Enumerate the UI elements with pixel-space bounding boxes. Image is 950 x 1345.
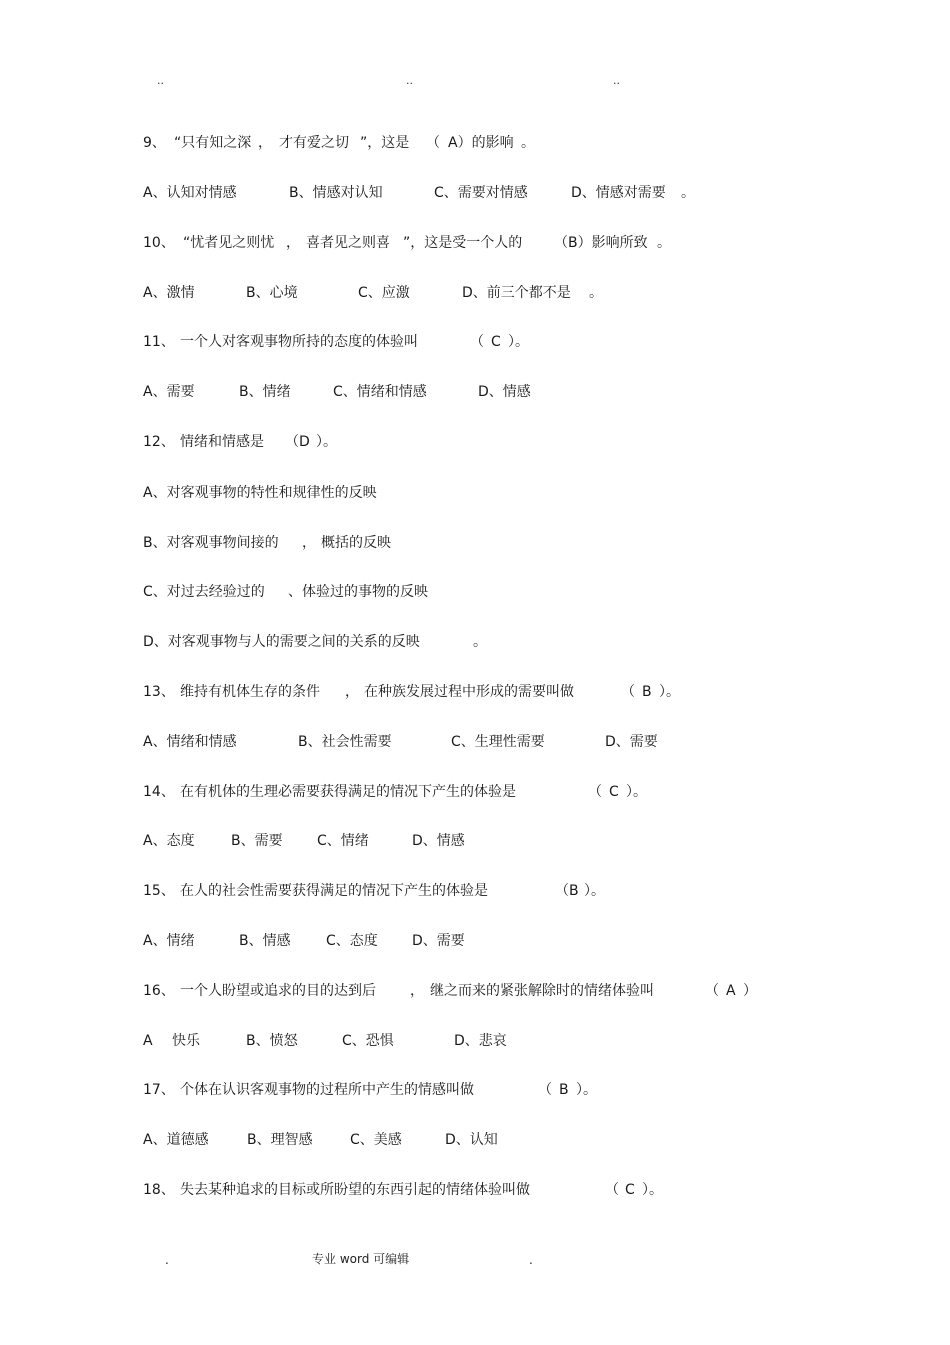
text-segment: 喜者见之则喜 (306, 235, 390, 251)
text-segment: 11、 (143, 334, 175, 350)
text-segment: 18、 (143, 1182, 175, 1198)
text-segment: 15、 (143, 883, 175, 899)
question-14-options (0, 829, 950, 853)
option-a: A、道德感 (143, 1132, 209, 1148)
option-d: D、情感 (478, 384, 531, 400)
option-a: A、情绪 (143, 933, 195, 949)
text-segment: （ (538, 1082, 552, 1098)
text-segment: 一个人对客观事物所持的态度的体验叫 (180, 334, 418, 350)
text-segment: B、对客观事物间接的 (143, 535, 279, 551)
question-10-options (0, 281, 950, 305)
text-segment: 。 (589, 285, 603, 301)
option-c: C、美感 (350, 1132, 402, 1148)
text-segment: A、对客观事物的特性和规律性的反映 (143, 485, 377, 501)
header-mark: .. (406, 74, 413, 87)
option-b: B、情绪 (239, 384, 291, 400)
question-16-stem (0, 979, 950, 1003)
option-c: C、恐惧 (342, 1033, 394, 1049)
text-segment: ， (302, 535, 316, 551)
option-d: D、需要 (412, 933, 465, 949)
text-segment: ”，这是受一个人的 (403, 235, 523, 251)
text-segment: 继之而来的紧张解除时的情绪体验叫 (430, 983, 654, 999)
option-b: B、情感对认知 (289, 185, 383, 201)
text-segment: “只有知之深 (174, 135, 252, 151)
option-a-text: 快乐 (172, 1033, 200, 1049)
question-14-stem (0, 780, 950, 804)
option-b: B、愤怒 (246, 1033, 298, 1049)
question-12-option-d (0, 630, 950, 654)
question-13-stem (0, 680, 950, 704)
option-c: C、生理性需要 (451, 734, 545, 750)
option-c: C、情绪 (317, 833, 369, 849)
option-b: B、需要 (231, 833, 283, 849)
text-segment: 在人的社会性需要获得满足的情况下产生的体验是 (180, 883, 488, 899)
option-b: B、理智感 (247, 1132, 313, 1148)
question-12-option-c (0, 580, 950, 604)
text-segment: 。 (473, 634, 487, 650)
text-segment: ”，这是 (360, 135, 410, 151)
text-segment: （ (705, 983, 719, 999)
question-9-stem (0, 131, 950, 155)
text-segment: 个体在认识客观事物的过程所中产生的情感叫做 (180, 1082, 474, 1098)
text-segment: ）。 (576, 1082, 597, 1098)
question-10-stem (0, 231, 950, 255)
option-a: A、激情 (143, 285, 195, 301)
text-segment: ）。 (642, 1182, 663, 1198)
text-segment: （ (588, 784, 602, 800)
text-segment: 9、 (143, 135, 166, 151)
text-segment: 14、 (143, 784, 175, 800)
text-segment: C (625, 1182, 635, 1198)
text-segment: B (642, 684, 652, 700)
text-segment: ， (345, 684, 359, 700)
text-segment: （ (426, 135, 440, 151)
question-12-option-a (0, 481, 950, 505)
text-segment: （ (621, 684, 635, 700)
option-a: A、需要 (143, 384, 195, 400)
text-segment: 13、 (143, 684, 175, 700)
text-segment: C、对过去经验过的 (143, 584, 265, 600)
text-segment: ， (258, 135, 272, 151)
question-18-stem (0, 1178, 950, 1202)
text-segment: ， (286, 235, 300, 251)
text-segment: 一个人盼望或追求的目的达到后 (180, 983, 376, 999)
option-d: D、认知 (445, 1132, 498, 1148)
question-17-options (0, 1128, 950, 1152)
question-16-options (0, 1029, 950, 1053)
text-segment: （D (285, 434, 310, 450)
text-segment: ）。 (584, 883, 605, 899)
text-segment: 10、 (143, 235, 175, 251)
option-a: A (143, 1033, 153, 1049)
question-13-options (0, 730, 950, 754)
text-segment: C (491, 334, 501, 350)
text-segment: ）。 (508, 334, 529, 350)
text-segment: A (726, 983, 736, 999)
text-segment: ， (410, 983, 424, 999)
option-c: C、应激 (358, 285, 410, 301)
text-segment: ）。 (316, 434, 337, 450)
text-segment: ）。 (626, 784, 647, 800)
text-segment: B (559, 1082, 569, 1098)
text-segment: 。 (657, 235, 671, 251)
text-segment: （B (555, 883, 579, 899)
text-segment: （ (470, 334, 484, 350)
text-segment: 在有机体的生理必需要获得满足的情况下产生的体验是 (180, 784, 516, 800)
question-11-stem (0, 330, 950, 354)
text-segment: （ (605, 1182, 619, 1198)
text-segment: 16、 (143, 983, 175, 999)
option-c: C、态度 (326, 933, 378, 949)
text-segment: C (609, 784, 619, 800)
option-a: A、态度 (143, 833, 195, 849)
option-d: D、情感 (412, 833, 465, 849)
option-d: D、悲哀 (454, 1033, 507, 1049)
question-15-options (0, 929, 950, 953)
text-segment: 维持有机体生存的条件 (180, 684, 320, 700)
text-segment: ） (743, 983, 757, 999)
question-9-options (0, 181, 950, 205)
option-c: C、情绪和情感 (333, 384, 427, 400)
option-b: B、情感 (239, 933, 291, 949)
text-segment: 12、 (143, 434, 175, 450)
footer-right-mark: . (529, 1253, 533, 1267)
text-segment: “忧者见之则忧 (183, 235, 275, 251)
text-segment: ）。 (659, 684, 680, 700)
option-d: D、前三个都不是 (462, 285, 571, 301)
question-12-stem (0, 430, 950, 454)
text-segment: 才有爱之切 (279, 135, 349, 151)
text-segment: （B）影响所致 (554, 235, 648, 251)
option-c: C、需要对情感 (434, 185, 528, 201)
question-12-option-b (0, 531, 950, 555)
option-a: A、认知对情感 (143, 185, 237, 201)
footer-text: 专业 word 可编辑 (312, 1252, 410, 1266)
text-segment: 。 (681, 185, 695, 201)
text-segment: D、对客观事物与人的需要之间的关系的反映 (143, 634, 420, 650)
option-b: B、社会性需要 (298, 734, 392, 750)
question-17-stem (0, 1078, 950, 1102)
option-a: A、情绪和情感 (143, 734, 237, 750)
text-segment: A）的影响 (448, 135, 514, 151)
text-segment: 。 (521, 135, 535, 151)
text-segment: 失去某种追求的目标或所盼望的东西引起的情绪体验叫做 (180, 1182, 530, 1198)
footer-left-mark: . (165, 1253, 169, 1267)
text-segment: 在种族发展过程中形成的需要叫做 (364, 684, 574, 700)
question-15-stem (0, 879, 950, 903)
header-mark: .. (157, 74, 164, 87)
text-segment: 17、 (143, 1082, 175, 1098)
text-segment: 情绪和情感是 (180, 434, 264, 450)
option-d: D、需要 (605, 734, 658, 750)
text-segment: 、体验过的事物的反映 (288, 584, 428, 600)
option-d: D、情感对需要 (571, 185, 666, 201)
text-segment: 概括的反映 (321, 535, 391, 551)
header-mark: .. (613, 74, 620, 87)
question-11-options (0, 380, 950, 404)
option-b: B、心境 (246, 285, 298, 301)
